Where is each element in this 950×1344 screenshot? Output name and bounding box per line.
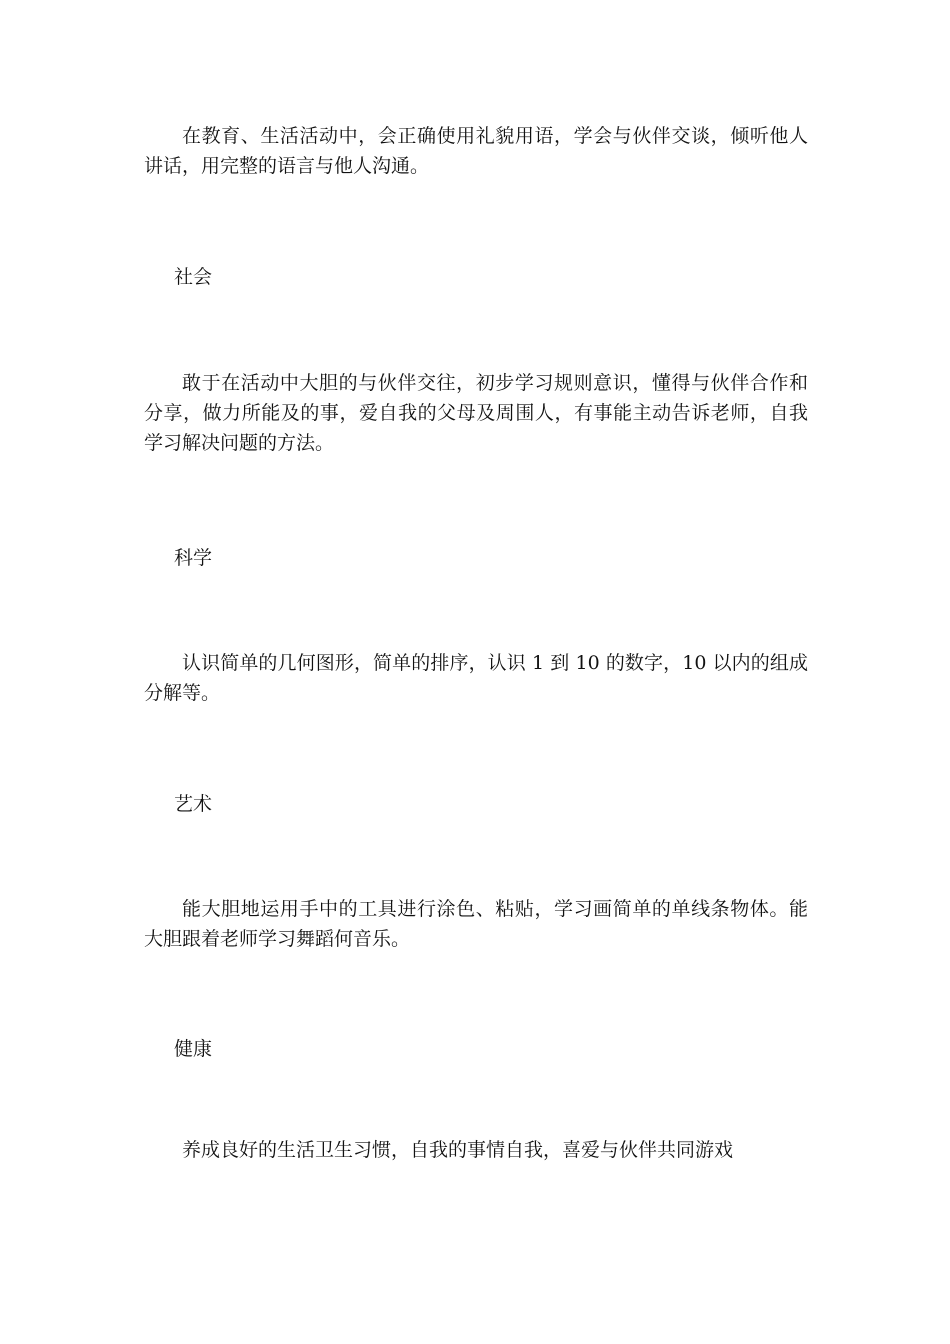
paragraph-language: 在教育、生活活动中，会正确使用礼貌用语，学会与伙伴交谈，倾听他人讲话，用完整的语言与他人沟通。 xyxy=(144,125,808,177)
heading-social: 社会 xyxy=(174,266,213,288)
heading-science: 科学 xyxy=(174,547,213,569)
heading-health: 健康 xyxy=(174,1038,213,1060)
paragraph-science: 认识简单的几何图形，简单的排序，认识 1 到 10 的数字，10 以内的组成分解等。 xyxy=(144,652,808,704)
paragraph-social: 敢于在活动中大胆的与伙伴交往，初步学习规则意识，懂得与伙伴合作和分享，做力所能及的事，爱自我的父母及周围人，有事能主动告诉老师，自我学习解决问题的方法。 xyxy=(144,372,808,454)
heading-art: 艺术 xyxy=(174,793,213,815)
paragraph-health: 养成良好的生活卫生习惯，自我的事情自我，喜爱与伙伴共同游戏 xyxy=(182,1139,734,1161)
paragraph-art: 能大胆地运用手中的工具进行涂色、粘贴，学习画简单的单线条物体。能大胆跟着老师学习舞蹈何音乐。 xyxy=(144,898,808,950)
